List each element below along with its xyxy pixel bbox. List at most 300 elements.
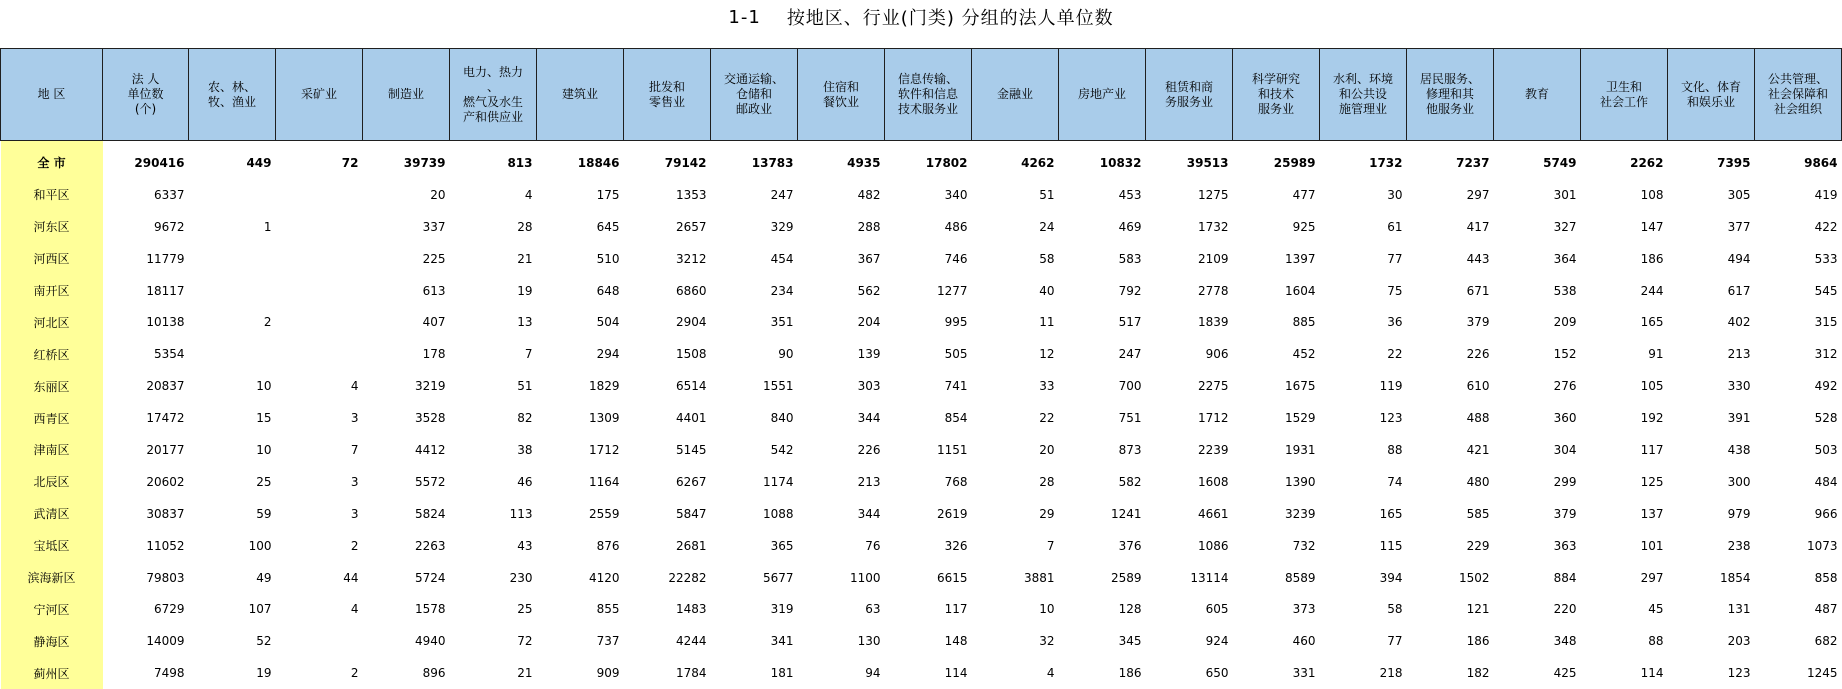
- value-cell: 91: [1648, 347, 1664, 362]
- value-cell: 345: [1118, 634, 1142, 649]
- region-cell: 红桥区: [1, 338, 103, 370]
- value-cell: 51: [1039, 187, 1055, 202]
- value-cell: 1608: [1197, 474, 1229, 489]
- value-cell: 1483: [675, 602, 707, 617]
- value-cell: 244: [1640, 283, 1664, 298]
- value-cell: 340: [944, 187, 968, 202]
- region-cell: 宝坻区: [1, 530, 103, 562]
- value-cell: 6729: [153, 602, 185, 617]
- value-cell: 20177: [146, 442, 185, 457]
- value-cell: 379: [1466, 315, 1490, 330]
- value-cell: 90: [778, 347, 794, 362]
- value-cell: 2778: [1197, 283, 1229, 298]
- value-cell: 741: [944, 379, 968, 394]
- value-cell: 329: [770, 219, 794, 234]
- region-cell: 滨海新区: [1, 562, 103, 594]
- value-cell: 6615: [936, 570, 968, 585]
- table-row: [1, 530, 1842, 562]
- value-cell: 305: [1727, 187, 1751, 202]
- value-cell: 482: [857, 187, 881, 202]
- value-cell: 1309: [588, 411, 620, 426]
- value-cell: 732: [1292, 538, 1316, 553]
- column-header: [103, 49, 189, 141]
- value-cell: 885: [1292, 315, 1316, 330]
- value-cell: 6514: [675, 379, 707, 394]
- value-cell: 117: [1640, 442, 1664, 457]
- value-cell: 1100: [849, 570, 881, 585]
- column-header: [1059, 49, 1146, 141]
- value-cell: 131: [1727, 602, 1751, 617]
- value-cell: 7395: [1717, 155, 1751, 170]
- value-cell: 1604: [1284, 283, 1316, 298]
- value-cell: 1854: [1719, 570, 1751, 585]
- value-cell: [276, 211, 363, 243]
- value-cell: 545: [1814, 283, 1838, 298]
- value-cell: [189, 275, 276, 307]
- value-cell: 469: [1118, 219, 1142, 234]
- value-cell: 182: [1466, 666, 1490, 681]
- value-cell: 364: [1553, 251, 1577, 266]
- table-row: [1, 625, 1842, 657]
- value-cell: 10: [1039, 602, 1055, 617]
- value-cell: 165: [1640, 315, 1664, 330]
- value-cell: 4244: [675, 634, 707, 649]
- value-cell: 101: [1640, 538, 1664, 553]
- value-cell: 88: [1648, 634, 1664, 649]
- value-cell: 247: [770, 187, 794, 202]
- value-cell: 477: [1292, 187, 1316, 202]
- value-cell: 1529: [1284, 411, 1316, 426]
- value-cell: 6337: [153, 187, 185, 202]
- value-cell: 139: [857, 347, 881, 362]
- value-cell: 4940: [414, 634, 446, 649]
- value-cell: 44: [343, 570, 359, 585]
- value-cell: 192: [1640, 411, 1664, 426]
- value-cell: 28: [1039, 474, 1055, 489]
- value-cell: 10: [256, 379, 272, 394]
- value-cell: 218: [1379, 666, 1403, 681]
- value-cell: 3: [350, 474, 359, 489]
- value-cell: 2109: [1197, 251, 1229, 266]
- value-cell: 11: [1039, 315, 1055, 330]
- table-row: [1, 306, 1842, 338]
- value-cell: 5677: [762, 570, 794, 585]
- value-cell: 896: [422, 666, 446, 681]
- region-cell: 河西区: [1, 243, 103, 275]
- value-cell: 114: [944, 666, 968, 681]
- table-row: [1, 179, 1842, 211]
- value-cell: 517: [1118, 315, 1142, 330]
- value-cell: 11779: [146, 251, 185, 266]
- value-cell: 438: [1727, 442, 1751, 457]
- value-cell: 4401: [675, 411, 707, 426]
- column-header-label: 金融业: [996, 87, 1033, 101]
- column-header-label: 文化、体育 和娱乐业: [1680, 79, 1741, 109]
- table-row: [1, 498, 1842, 530]
- value-cell: 14009: [146, 634, 185, 649]
- column-header-label: 法 人 单位数 (个): [127, 72, 164, 116]
- value-cell: 303: [857, 379, 881, 394]
- header-row: [1, 49, 1842, 141]
- value-cell: 225: [422, 251, 446, 266]
- value-cell: 1839: [1197, 315, 1229, 330]
- value-cell: 377: [1727, 219, 1751, 234]
- region-cell: 西青区: [1, 402, 103, 434]
- table-row: [1, 370, 1842, 402]
- value-cell: 20: [430, 187, 446, 202]
- value-cell: 3219: [414, 379, 446, 394]
- column-header: [276, 49, 363, 141]
- value-cell: 813: [507, 155, 533, 170]
- column-header-label: 科学研究 和技术 服务业: [1251, 72, 1300, 116]
- column-header-label: 水利、环境 和公共设 施管理业: [1332, 72, 1393, 116]
- column-header-label: 批发和 零售业: [648, 79, 685, 109]
- value-cell: [276, 179, 363, 211]
- value-cell: 148: [944, 634, 968, 649]
- column-header: [711, 49, 798, 141]
- value-cell: 220: [1553, 602, 1577, 617]
- value-cell: 480: [1466, 474, 1490, 489]
- value-cell: 58: [1387, 602, 1403, 617]
- value-cell: 88: [1387, 442, 1403, 457]
- value-cell: 425: [1553, 666, 1577, 681]
- value-cell: 1712: [588, 442, 620, 457]
- value-cell: 1164: [588, 474, 620, 489]
- value-cell: 840: [770, 411, 794, 426]
- value-cell: 77: [1387, 251, 1403, 266]
- column-header: [885, 49, 972, 141]
- value-cell: 130: [857, 634, 881, 649]
- table-row: [1, 657, 1842, 689]
- value-cell: 4120: [588, 570, 620, 585]
- value-cell: [276, 275, 363, 307]
- value-cell: 331: [1292, 666, 1316, 681]
- column-header-label: 居民服务、 修理和其 他服务业: [1419, 72, 1480, 116]
- value-cell: 61: [1387, 219, 1403, 234]
- title-number: 1-1: [728, 6, 761, 28]
- column-header: [1320, 49, 1407, 141]
- value-cell: 1829: [588, 379, 620, 394]
- value-cell: 351: [770, 315, 794, 330]
- value-cell: 417: [1466, 219, 1490, 234]
- value-cell: 645: [596, 219, 620, 234]
- value-cell: 873: [1118, 442, 1142, 457]
- value-cell: 348: [1553, 634, 1577, 649]
- value-cell: 422: [1814, 219, 1838, 234]
- value-cell: 209: [1553, 315, 1577, 330]
- value-cell: 682: [1814, 634, 1838, 649]
- value-cell: 100: [248, 538, 272, 553]
- value-cell: 538: [1553, 283, 1577, 298]
- title-text: 按地区、行业(门类) 分组的法人单位数: [786, 8, 1114, 29]
- value-cell: 1088: [762, 506, 794, 521]
- table-row: [1, 243, 1842, 275]
- region-cell: 全 市: [1, 147, 103, 179]
- value-cell: 10: [256, 442, 272, 457]
- value-cell: 2262: [1630, 155, 1664, 170]
- value-cell: 454: [770, 251, 794, 266]
- table-row: [1, 211, 1842, 243]
- value-cell: 125: [1640, 474, 1664, 489]
- value-cell: 10832: [1099, 155, 1142, 170]
- value-cell: 32: [1039, 634, 1055, 649]
- value-cell: 583: [1118, 251, 1142, 266]
- value-cell: 18117: [146, 283, 185, 298]
- value-cell: 650: [1205, 666, 1229, 681]
- column-header-label: 住宿和 餐饮业: [822, 79, 859, 109]
- value-cell: 24: [1039, 219, 1055, 234]
- value-cell: 28: [517, 219, 533, 234]
- value-cell: 610: [1466, 379, 1490, 394]
- value-cell: 365: [770, 538, 794, 553]
- value-cell: 19: [256, 666, 272, 681]
- column-header: [1146, 49, 1233, 141]
- value-cell: [189, 338, 276, 370]
- value-cell: 49: [256, 570, 272, 585]
- value-cell: 746: [944, 251, 968, 266]
- value-cell: 178: [422, 347, 446, 362]
- value-cell: 966: [1814, 506, 1838, 521]
- region-cell: 静海区: [1, 625, 103, 657]
- value-cell: 301: [1553, 187, 1577, 202]
- column-header: [1755, 49, 1842, 141]
- value-cell: 230: [509, 570, 533, 585]
- column-header-label: 地 区: [37, 87, 66, 101]
- value-cell: 4: [350, 602, 359, 617]
- value-cell: 906: [1205, 347, 1229, 362]
- total-row: [1, 147, 1842, 179]
- value-cell: 58: [1039, 251, 1055, 266]
- value-cell: 510: [596, 251, 620, 266]
- value-cell: [189, 179, 276, 211]
- value-cell: 1245: [1806, 666, 1838, 681]
- column-header-label: 采矿业: [300, 87, 337, 101]
- value-cell: 8589: [1284, 570, 1316, 585]
- value-cell: [189, 243, 276, 275]
- value-cell: 13114: [1190, 570, 1229, 585]
- value-cell: 924: [1205, 634, 1229, 649]
- value-cell: 7: [524, 347, 533, 362]
- value-cell: 488: [1466, 411, 1490, 426]
- value-cell: 46: [517, 474, 533, 489]
- value-cell: 152: [1553, 347, 1577, 362]
- value-cell: 226: [1466, 347, 1490, 362]
- value-cell: 7237: [1456, 155, 1490, 170]
- value-cell: 12: [1039, 347, 1055, 362]
- value-cell: 2: [350, 666, 359, 681]
- value-cell: 294: [596, 347, 620, 362]
- value-cell: 700: [1118, 379, 1142, 394]
- value-cell: 585: [1466, 506, 1490, 521]
- value-cell: 247: [1118, 347, 1142, 362]
- value-cell: 137: [1640, 506, 1664, 521]
- value-cell: 443: [1466, 251, 1490, 266]
- value-cell: 4661: [1197, 506, 1229, 521]
- value-cell: 113: [509, 506, 533, 521]
- value-cell: 77: [1387, 634, 1403, 649]
- value-cell: 21: [517, 251, 533, 266]
- value-cell: 5354: [153, 347, 185, 362]
- value-cell: 312: [1814, 347, 1838, 362]
- value-cell: 13783: [751, 155, 794, 170]
- table-row: [1, 562, 1842, 594]
- value-cell: 360: [1553, 411, 1577, 426]
- value-cell: 75: [1387, 283, 1403, 298]
- value-cell: 484: [1814, 474, 1838, 489]
- value-cell: 648: [596, 283, 620, 298]
- value-cell: 453: [1118, 187, 1142, 202]
- value-cell: 3: [350, 506, 359, 521]
- value-cell: 25989: [1273, 155, 1316, 170]
- region-cell: 北辰区: [1, 466, 103, 498]
- value-cell: 4: [1046, 666, 1055, 681]
- value-cell: 13: [517, 315, 533, 330]
- value-cell: 1712: [1197, 411, 1229, 426]
- value-cell: 909: [596, 666, 620, 681]
- value-cell: 304: [1553, 442, 1577, 457]
- value-cell: 315: [1814, 315, 1838, 330]
- value-cell: 486: [944, 219, 968, 234]
- value-cell: 737: [596, 634, 620, 649]
- value-cell: 4262: [1021, 155, 1055, 170]
- value-cell: 4935: [847, 155, 881, 170]
- column-header-label: 交通运输、 仓储和 邮政业: [723, 72, 784, 116]
- value-cell: 25: [256, 474, 272, 489]
- value-cell: 213: [1727, 347, 1751, 362]
- value-cell: 925: [1292, 219, 1316, 234]
- value-cell: 876: [596, 538, 620, 553]
- value-cell: 1397: [1284, 251, 1316, 266]
- table-row: [1, 593, 1842, 625]
- column-header: [189, 49, 276, 141]
- value-cell: 671: [1466, 283, 1490, 298]
- value-cell: 59: [256, 506, 272, 521]
- value-cell: 52: [256, 634, 272, 649]
- value-cell: 4: [524, 187, 533, 202]
- value-cell: 186: [1640, 251, 1664, 266]
- column-header-label: 公共管理、 社会保障和 社会组织: [1767, 72, 1828, 116]
- value-cell: 9672: [153, 219, 185, 234]
- value-cell: 1277: [936, 283, 968, 298]
- value-cell: 43: [517, 538, 533, 553]
- column-header: [537, 49, 624, 141]
- value-cell: [276, 243, 363, 275]
- value-cell: 229: [1466, 538, 1490, 553]
- value-cell: 7: [350, 442, 359, 457]
- value-cell: 147: [1640, 219, 1664, 234]
- value-cell: 29: [1039, 506, 1055, 521]
- value-cell: 5824: [414, 506, 446, 521]
- value-cell: 119: [1379, 379, 1403, 394]
- value-cell: 38: [517, 442, 533, 457]
- column-header-label: 房地产业: [1077, 87, 1126, 101]
- value-cell: 613: [422, 283, 446, 298]
- value-cell: 3881: [1023, 570, 1055, 585]
- value-cell: 288: [857, 219, 881, 234]
- value-cell: 234: [770, 283, 794, 298]
- value-cell: 494: [1727, 251, 1751, 266]
- value-cell: 15: [256, 411, 272, 426]
- value-cell: 1502: [1458, 570, 1490, 585]
- value-cell: 419: [1814, 187, 1838, 202]
- table-row: [1, 466, 1842, 498]
- column-header-label: 电力、热力 、 燃气及水生 产和供应业: [462, 64, 523, 124]
- column-header: [624, 49, 711, 141]
- value-cell: 379: [1553, 506, 1577, 521]
- value-cell: 299: [1553, 474, 1577, 489]
- value-cell: 449: [246, 155, 272, 170]
- table-row: [1, 275, 1842, 307]
- value-cell: 20837: [146, 379, 185, 394]
- value-cell: 1073: [1806, 538, 1838, 553]
- value-cell: 3528: [414, 411, 446, 426]
- value-cell: 72: [517, 634, 533, 649]
- value-cell: 18846: [577, 155, 620, 170]
- value-cell: 33: [1039, 379, 1055, 394]
- value-cell: 326: [944, 538, 968, 553]
- value-cell: 1241: [1110, 506, 1142, 521]
- value-cell: 79142: [664, 155, 707, 170]
- value-cell: 363: [1553, 538, 1577, 553]
- value-cell: 30837: [146, 506, 185, 521]
- page-title: [0, 0, 1842, 34]
- region-cell: 南开区: [1, 275, 103, 307]
- region-cell: 武清区: [1, 498, 103, 530]
- value-cell: 7498: [153, 666, 185, 681]
- value-cell: 394: [1379, 570, 1403, 585]
- value-cell: 17472: [146, 411, 185, 426]
- value-cell: 297: [1466, 187, 1490, 202]
- value-cell: 2657: [675, 219, 707, 234]
- value-cell: 617: [1727, 283, 1751, 298]
- value-cell: 582: [1118, 474, 1142, 489]
- value-cell: 344: [857, 506, 881, 521]
- table-row: [1, 402, 1842, 434]
- value-cell: 1353: [675, 187, 707, 202]
- value-cell: 181: [770, 666, 794, 681]
- value-cell: 5724: [414, 570, 446, 585]
- value-cell: 505: [944, 347, 968, 362]
- value-cell: [276, 306, 363, 338]
- value-cell: 300: [1727, 474, 1751, 489]
- value-cell: 1732: [1197, 219, 1229, 234]
- value-cell: [276, 338, 363, 370]
- value-cell: 203: [1727, 634, 1751, 649]
- value-cell: 204: [857, 315, 881, 330]
- value-cell: 2589: [1110, 570, 1142, 585]
- value-cell: 1151: [936, 442, 968, 457]
- value-cell: 5847: [675, 506, 707, 521]
- value-cell: 2: [350, 538, 359, 553]
- value-cell: 884: [1553, 570, 1577, 585]
- region-cell: 和平区: [1, 179, 103, 211]
- region-cell: 河北区: [1, 306, 103, 338]
- value-cell: 165: [1379, 506, 1403, 521]
- column-header: [1494, 49, 1581, 141]
- value-cell: 3239: [1284, 506, 1316, 521]
- value-cell: 402: [1727, 315, 1751, 330]
- value-cell: 175: [596, 187, 620, 202]
- value-cell: 213: [857, 474, 881, 489]
- value-cell: 528: [1814, 411, 1838, 426]
- value-cell: 2904: [675, 315, 707, 330]
- value-cell: 562: [857, 283, 881, 298]
- value-cell: 3212: [675, 251, 707, 266]
- value-cell: 123: [1379, 411, 1403, 426]
- value-cell: 319: [770, 602, 794, 617]
- value-cell: 2: [263, 315, 272, 330]
- column-header: [1233, 49, 1320, 141]
